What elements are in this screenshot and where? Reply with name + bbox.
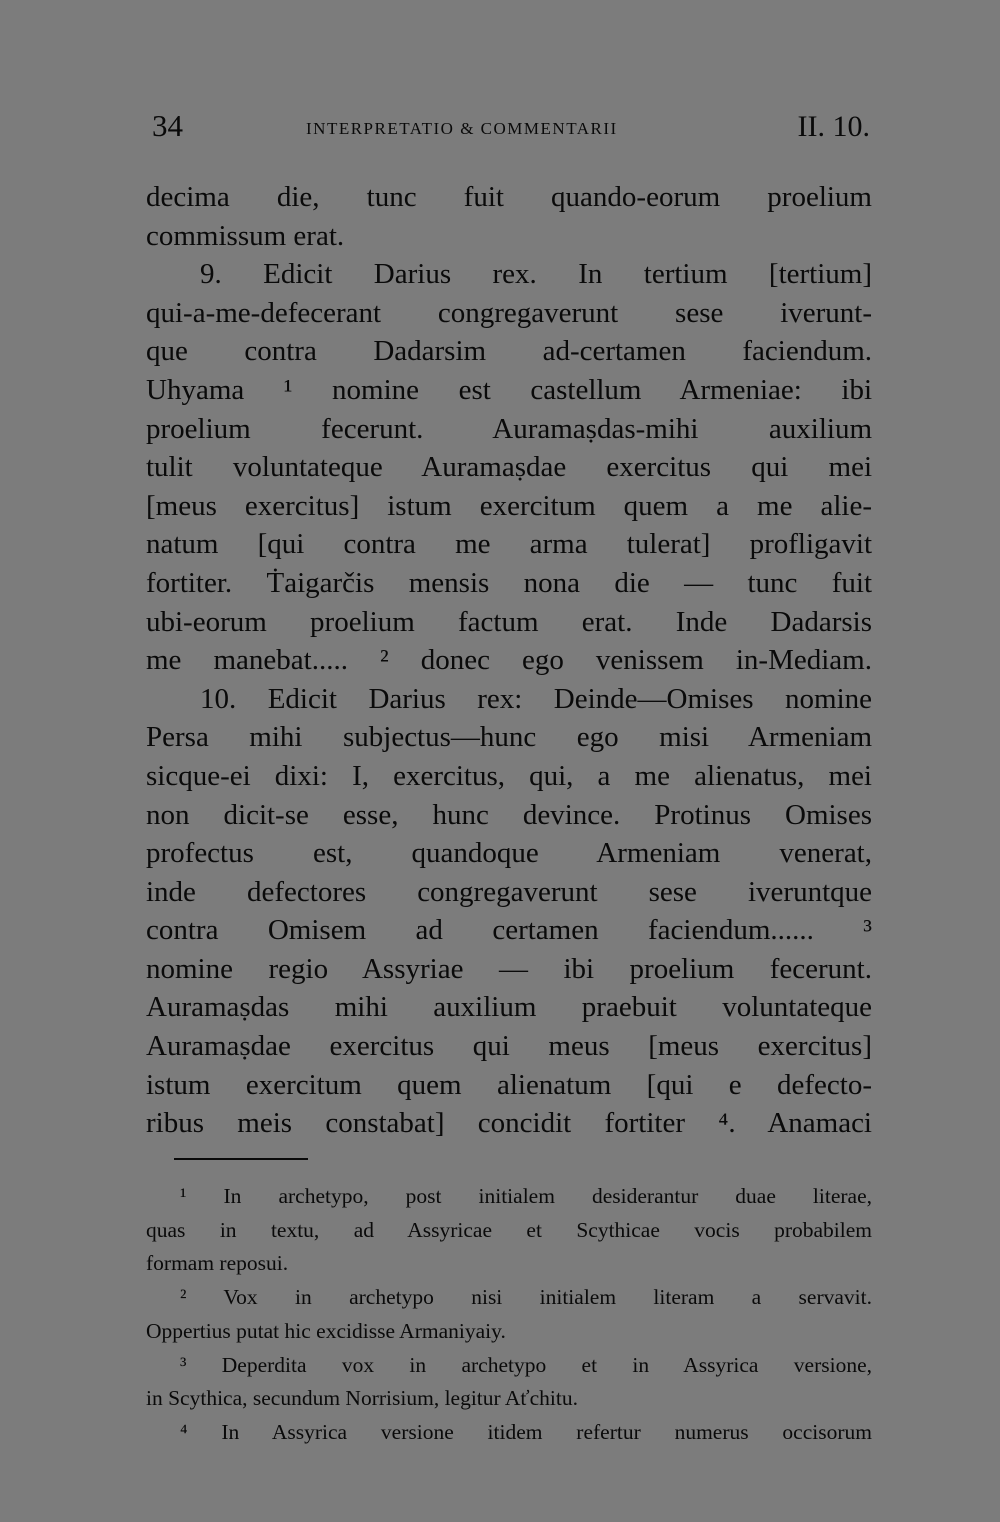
footnote-line: ² Vox in archetypo nisi initialem literam a servavit. bbox=[180, 1285, 872, 1310]
text-line: sicque-ei dixi: I, exercitus, qui, a me alienatus, mei bbox=[146, 759, 872, 792]
text-line: profectus est, quandoque Armeniam venerat, bbox=[146, 837, 872, 870]
footnote-line: ¹ In archetypo, post initialem desiderantur duae literae, bbox=[180, 1184, 872, 1208]
section-number: II. 10. bbox=[797, 110, 870, 143]
footnotes bbox=[146, 1180, 872, 1450]
footnote-line: quas in textu, ad Assyricae et Scythicae vocis probabilem bbox=[146, 1217, 872, 1242]
text-line: nomine regio Assyriae — ibi proelium fecerunt. bbox=[146, 952, 872, 985]
text-line: Persa mihi subjectus—hunc ego misi Armeniam bbox=[146, 721, 872, 754]
text-line: ubi-eorum proelium factum erat. Inde Dadarsis bbox=[146, 605, 872, 638]
footnote-line: ⁴ In Assyrica versione itidem refertur numerus occisorum bbox=[180, 1419, 872, 1444]
text-line: natum [qui contra me arma tulerat] profligavit bbox=[146, 528, 872, 561]
footnote-line: ³ Deperdita vox in archetypo et in Assyrica versione, bbox=[180, 1352, 872, 1377]
text-line: ribus meis constabat] concidit fortiter ⁴. Anamaci bbox=[146, 1107, 872, 1140]
text-line: que contra Dadarsim ad-certamen faciendum. bbox=[146, 335, 872, 368]
text-line: [meus exercitus] istum exercitum quem a me alie- bbox=[146, 489, 872, 522]
main-text bbox=[146, 178, 872, 1143]
text-line: decima die, tunc fuit quando-eorum proelium bbox=[146, 181, 872, 213]
page-header bbox=[146, 104, 872, 156]
text-line: non dicit-se esse, hunc devince. Protinus Omises bbox=[146, 798, 872, 831]
footnote-line: Oppertius putat hic excidisse Armaniyaiy. bbox=[146, 1318, 506, 1343]
text-line: contra Omisem ad certamen faciendum...... ³ bbox=[146, 914, 872, 947]
text-line: 10. Edicit Darius rex: Deinde—Omises nomine bbox=[200, 682, 872, 715]
text-line: Auramaṣdas mihi auxilium praebuit voluntateque bbox=[146, 991, 872, 1024]
page-number: 34 bbox=[152, 108, 183, 143]
text-line: commissum erat. bbox=[146, 219, 345, 252]
book-page bbox=[146, 104, 872, 1444]
text-line: istum exercitum quem alienatum [qui e defecto- bbox=[146, 1068, 872, 1101]
text-line: me manebat..... ² donec ego venissem in-Mediam. bbox=[146, 644, 872, 677]
text-line: 9. Edicit Darius rex. In tertium [tertium] bbox=[200, 258, 872, 291]
text-line: Uhyama ¹ nomine est castellum Armeniae: ibi bbox=[146, 373, 872, 406]
footnote-line: in Scythica, secundum Norrisium, legitur Aťchitu. bbox=[146, 1386, 578, 1411]
running-title: INTERPRETATIO & COMMENTARII bbox=[306, 119, 618, 138]
text-line: qui-a-me-defecerant congregaverunt sese iverunt- bbox=[146, 296, 872, 329]
text-line: fortiter. Ṫaigarčis mensis nona die — tunc fuit bbox=[146, 566, 872, 599]
footnote-divider bbox=[174, 1158, 308, 1160]
text-line: inde defectores congregaverunt sese iveruntque bbox=[146, 875, 872, 908]
text-line: Auramaṣdae exercitus qui meus [meus exercitus] bbox=[146, 1030, 872, 1063]
text-line: proelium fecerunt. Auramaṣdas-mihi auxilium bbox=[146, 412, 872, 445]
footnote-line: formam reposui. bbox=[146, 1251, 289, 1276]
text-line: tulit voluntateque Auramaṣdae exercitus qui mei bbox=[146, 451, 872, 484]
